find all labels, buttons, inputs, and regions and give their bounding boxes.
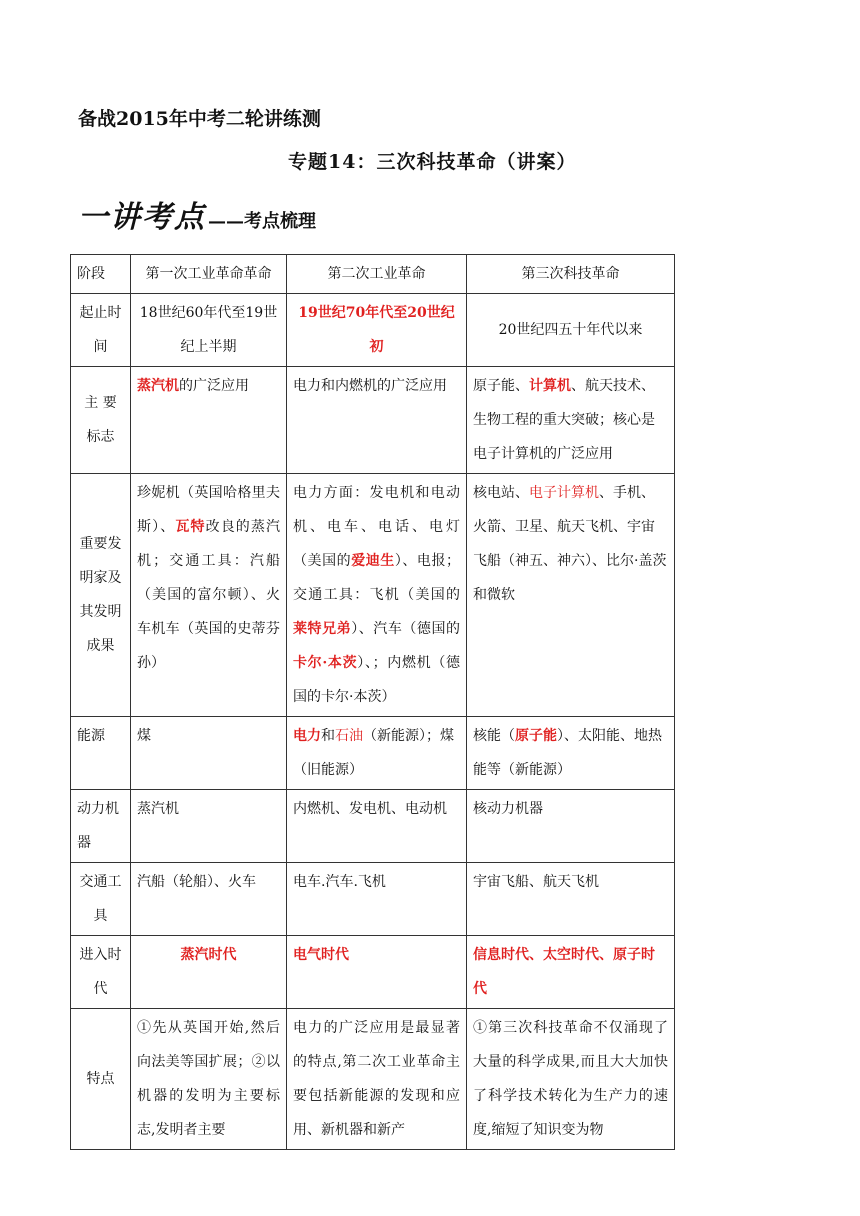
cell-text: 核电站、	[473, 485, 529, 501]
table-row	[71, 294, 675, 367]
table-cell: 宇宙飞船、航天飞机	[467, 863, 675, 936]
row-label: 交通工具	[71, 863, 131, 936]
table-row	[71, 1009, 675, 1150]
table-cell: 20世纪四五十年代以来	[467, 294, 675, 367]
table-cell	[467, 474, 675, 717]
cell-text: 和	[321, 728, 335, 744]
highlight-text: 莱特兄弟	[293, 621, 352, 637]
row-label: 起止时间	[71, 294, 131, 367]
highlight-text: 电力	[293, 728, 321, 744]
comparison-table	[70, 254, 675, 1150]
section-heading-sub: ——考点梳理	[208, 211, 316, 232]
header-cell: 第三次科技革命	[467, 255, 675, 294]
table-cell	[467, 717, 675, 790]
header-cell: 阶段	[71, 255, 131, 294]
section-heading-main: 一讲考点	[78, 200, 206, 235]
table-row	[71, 474, 675, 717]
row-label: 重要发明家及其发明成果	[71, 474, 131, 717]
table-row	[71, 936, 675, 1009]
highlight-text: 卡尔·本茨	[293, 655, 358, 671]
table-row	[71, 367, 675, 474]
table-row	[71, 717, 675, 790]
document-title: 专题14：三次科技革命（讲案）	[288, 151, 577, 173]
cell-text: （新能源）；煤（旧能源）	[293, 728, 454, 778]
table-cell: 电气时代	[287, 936, 467, 1009]
table-cell	[131, 367, 287, 474]
header-cell: 第二次工业革命	[287, 255, 467, 294]
cell-text: 珍妮机（英国哈格里夫斯）、	[137, 485, 280, 535]
highlight-text: 爱迪生	[351, 553, 395, 569]
cell-text: 电力方面：发电机和电动机、电车、电话、电灯（美国的	[293, 485, 460, 569]
table-cell: 信息时代、太空时代、原子时代	[467, 936, 675, 1009]
table-header-row	[71, 255, 675, 294]
cell-text: 、航天技术、生物工程的重大突破；核心是电子计算机的广泛应用	[473, 378, 655, 462]
table-cell: 蒸汽机	[131, 790, 287, 863]
table-row	[71, 863, 675, 936]
table-cell: ①先从英国开始,然后向法美等国扩展；②以机器的发明为主要标志,发明者主要	[131, 1009, 287, 1150]
cell-text: ）、电报；交通工具：飞机（美国的	[293, 553, 461, 603]
cell-text: 改良的蒸汽机；交通工具：汽船（美国的富尔顿）、火车机车（英国的史蒂芬孙）	[137, 519, 281, 671]
table-cell	[287, 717, 467, 790]
highlight-text: 瓦特	[175, 519, 206, 535]
table-cell: 电力和内燃机的广泛应用	[287, 367, 467, 474]
table-cell	[131, 474, 287, 717]
table-cell: 电车.汽车.飞机	[287, 863, 467, 936]
highlight-text: 电子计算机	[529, 485, 599, 501]
header-cell: 第一次工业革命革命	[131, 255, 287, 294]
row-label: 主 要 标志	[71, 367, 131, 474]
table-cell	[467, 367, 675, 474]
cell-text: ）、；内燃机（德国的卡尔·本茨）	[293, 655, 461, 705]
row-label: 动力机器	[71, 790, 131, 863]
table-cell: 电力的广泛应用是最显著的特点,第二次工业革命主要包括新能源的发现和应用、新机器和新产	[287, 1009, 467, 1150]
highlight-text: 原子能	[515, 728, 557, 744]
cell-text: ）、太阳能、地热能等（新能源）	[473, 728, 662, 778]
highlight-text: 计算机	[529, 378, 571, 394]
table-cell: 18世纪60年代至19世纪上半期	[131, 294, 287, 367]
table-cell: 蒸汽时代	[131, 936, 287, 1009]
cell-text: 的广泛应用	[179, 378, 249, 394]
table-cell: 19世纪70年代至20世纪初	[287, 294, 467, 367]
table-cell: 汽船（轮船）、火车	[131, 863, 287, 936]
row-label: 进入时代	[71, 936, 131, 1009]
highlight-text: 蒸汽机	[137, 378, 179, 394]
cell-text: 核能（	[473, 728, 515, 744]
highlight-text: 石油	[335, 728, 363, 744]
table-row	[71, 790, 675, 863]
section-heading	[78, 192, 316, 236]
cell-text: 原子能、	[473, 378, 529, 394]
table-cell: 煤	[131, 717, 287, 790]
table-cell: 内燃机、发电机、电动机	[287, 790, 467, 863]
table-cell	[287, 474, 467, 717]
table-cell: ①第三次科技革命不仅涌现了大量的科学成果,而且大大加快了科学技术转化为生产力的速度,缩短了知识变为物	[467, 1009, 675, 1150]
row-label: 能源	[71, 717, 131, 790]
document-header: 备战2015年中考二轮讲练测	[78, 108, 321, 130]
row-label: 特点	[71, 1009, 131, 1150]
cell-text: ）、汽车（德国的	[351, 621, 461, 637]
cell-text: 、手机、火箭、卫星、航天飞机、宇宙飞船（神五、神六）、比尔·盖茨和微软	[473, 485, 667, 603]
table-cell: 核动力机器	[467, 790, 675, 863]
